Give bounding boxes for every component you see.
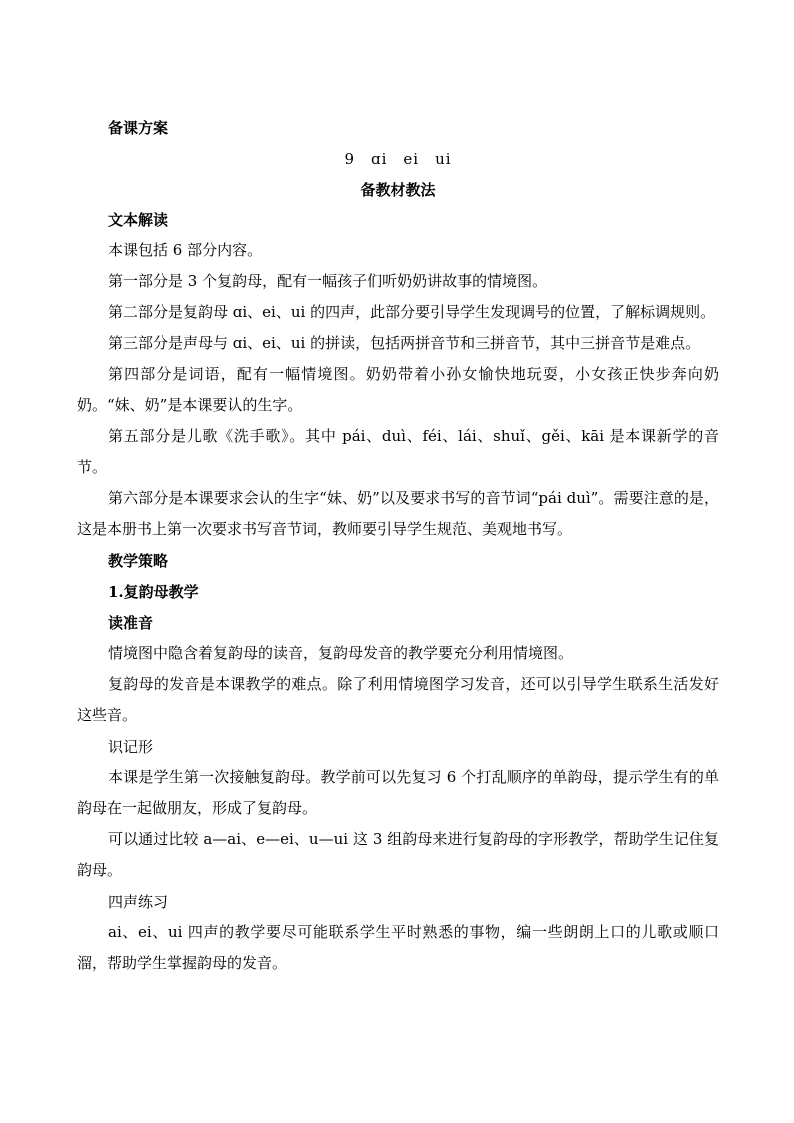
heading-shape: 识记形 — [108, 737, 154, 756]
heading-item1: 1.复韵母教学 — [108, 582, 199, 601]
section-title-row — [77, 175, 719, 205]
heading-strategy-row — [77, 545, 719, 576]
heading-tones: 四声练习 — [108, 892, 169, 911]
heading-text-reading: 文本解读 — [108, 211, 169, 229]
heading-item1-row — [77, 576, 719, 607]
paragraph-5: 第四部分是词语，配有一幅情境图。奶奶带着小孙女愉快地玩耍，小女孩正快步奔向奶奶。“妹、奶”是本课要认的生字。 — [77, 365, 719, 414]
lesson-title: 9 ɑi ei ui — [344, 150, 452, 168]
paragraph-9: 复韵母的发音是本课教学的难点。除了利用情境图学习发音，还可以引导学生联系生活发好这些音。 — [77, 675, 719, 724]
paragraph-6: 第五部分是儿歌《洗手歌》。其中 pái、duì、féi、lái、shuǐ、gěi、kāi 是本课新学的音节。 — [77, 427, 719, 476]
paragraph-10: 本课是学生第一次接触复韵母。教学前可以先复习 6 个打乱顺序的单韵母，提示学生有的单韵母在一起做朋友，形成了复韵母。 — [77, 768, 719, 817]
paragraph-12: ai、ei、ui 四声的教学要尽可能联系学生平时熟悉的事物，编一些朗朗上口的儿歌或顺口溜，帮助学生掌握韵母的发音。 — [77, 923, 719, 972]
heading-read: 读准音 — [108, 613, 154, 632]
paragraph-7: 第六部分是本课要求会认的生字“妹、奶”以及要求书写的音节词“pái duì”。需要注意的是，这是本册书上第一次要求书写音节词，教师要引导学生规范、美观地书写。 — [77, 489, 719, 538]
paragraph-3: 第二部分是复韵母 ɑi、ei、ui 的四声，此部分要引导学生发现调号的位置，了解标调规则。 — [108, 303, 716, 321]
heading-tones-row — [77, 886, 719, 917]
document-page — [77, 113, 719, 979]
header-row — [77, 113, 719, 143]
doc-header: 备课方案 — [108, 119, 169, 137]
heading-read-row — [77, 607, 719, 638]
paragraph-8: 情境图中隐含着复韵母的读音，复韵母发音的教学要充分利用情境图。 — [108, 644, 574, 662]
paragraph-2: 第一部分是 3 个复韵母，配有一幅孩子们听奶奶讲故事的情境图。 — [108, 272, 548, 290]
heading-shape-row — [77, 731, 719, 762]
heading-text-reading-row — [77, 205, 719, 235]
paragraph-1: 本课包括 6 部分内容。 — [108, 241, 263, 259]
heading-strategy: 教学策略 — [108, 551, 169, 570]
paragraph-4: 第三部分是声母与 ɑi、ei、ui 的拼读，包括两拼音节和三拼音节，其中三拼音节是难点。 — [108, 334, 701, 352]
paragraph-11: 可以通过比较 a—ai、e—ei、u—ui 这 3 组韵母来进行复韵母的字形教学，帮助学生记住复韵母。 — [77, 830, 719, 879]
lesson-title-row — [77, 143, 719, 175]
section-title: 备教材教法 — [360, 181, 436, 199]
